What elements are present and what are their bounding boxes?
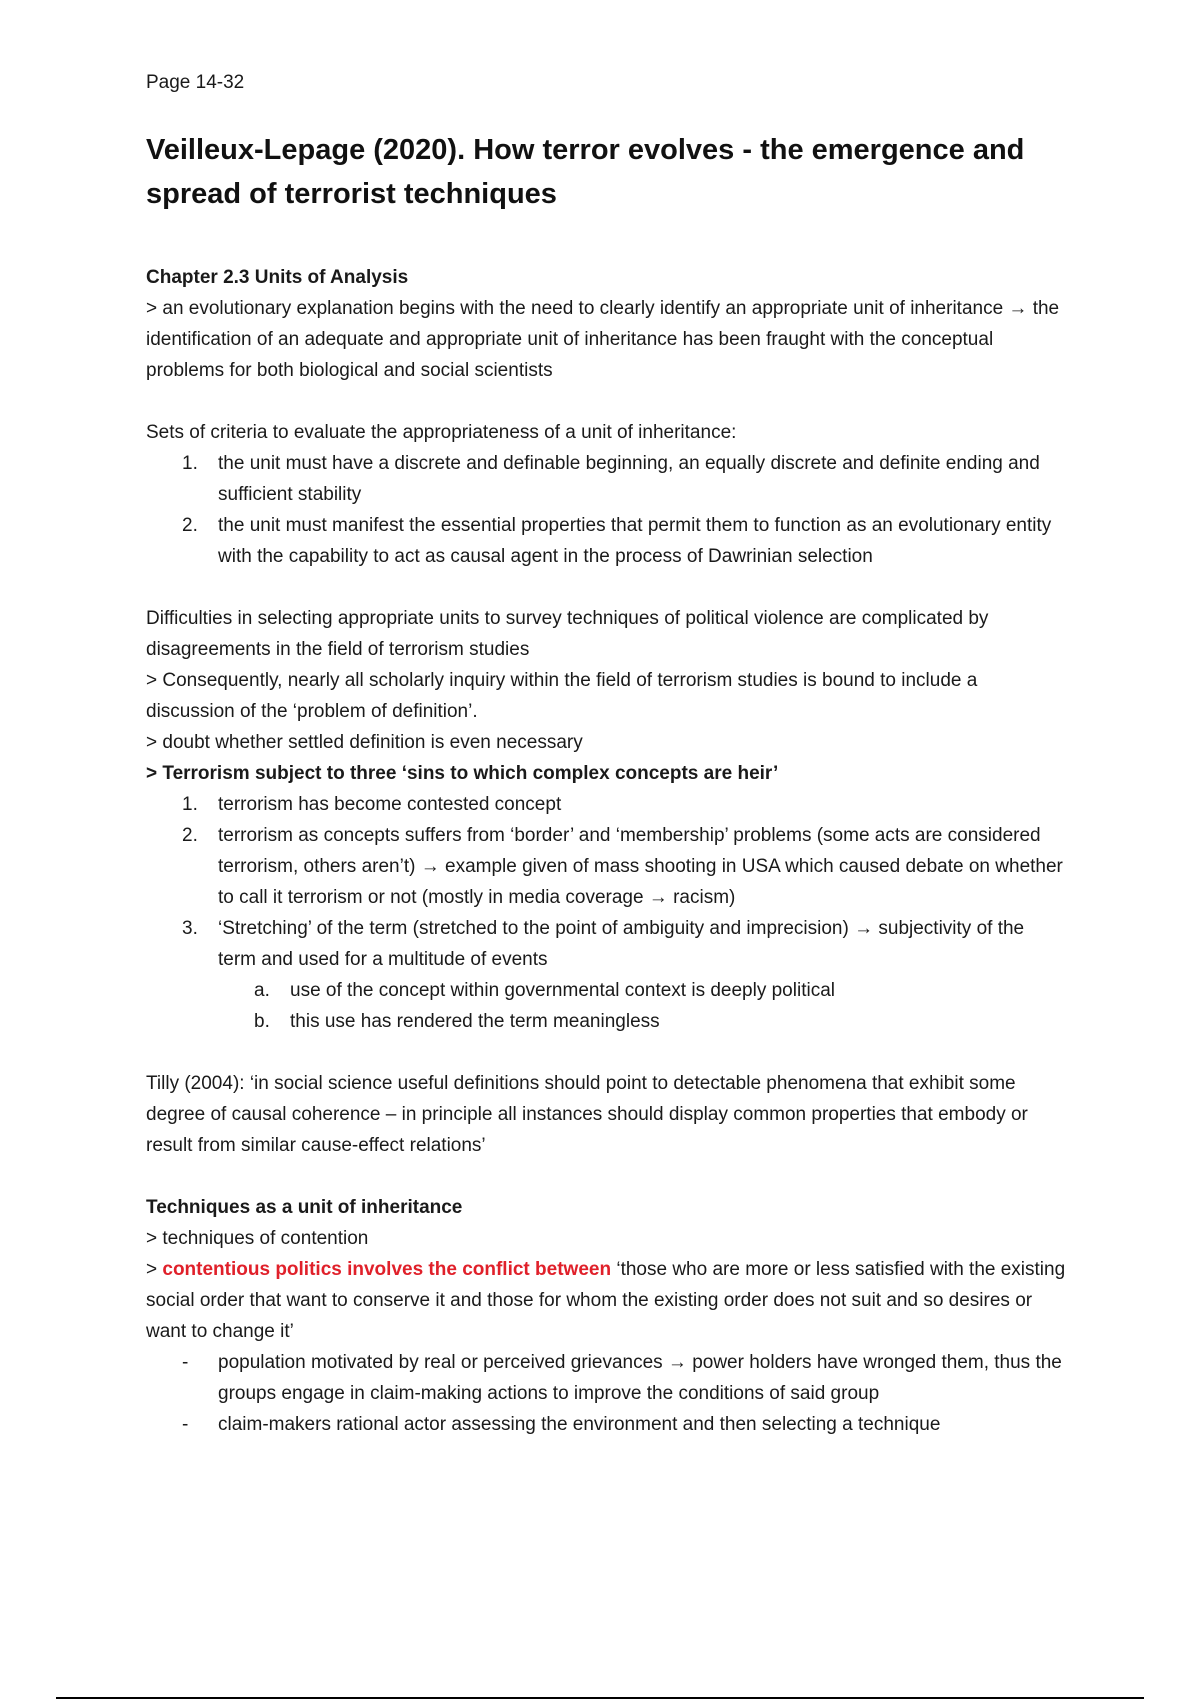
list-item: 2. terrorism as concepts suffers from ‘border’ and ‘membership’ problems (some acts are considered terrorism, others aren’t) → example given of mass shooting in USA which caused debate on whether to call it terrorism or not (mostly in media coverage → racism) bbox=[182, 825, 1063, 908]
list-item: 2. the unit must manifest the essential properties that permit them to function as an evolutionary entity with the capability to act as causal agent in the process of Dawrinian selection bbox=[182, 515, 1052, 567]
paragraph-contentious: > contentious politics involves the conflict between ‘those who are more or less satisfied with the existing social order that want to conserve it and those for whom the existing order does not suit and so desires or want to change it’ bbox=[146, 1259, 1066, 1342]
tilly-quote: Tilly (2004): ‘in social science useful definitions should point to detectable phenomena that exhibit some degree of causal coherence – in principle all instances should display common properties that embody or result from similar cause-effect relations’ bbox=[146, 1073, 1028, 1156]
paragraph: Sets of criteria to evaluate the appropriateness of a unit of inheritance: bbox=[146, 422, 737, 443]
sins-list bbox=[146, 789, 1066, 1037]
list-item: 1. terrorism has become contested concept bbox=[182, 794, 562, 815]
paragraph-bold: > Terrorism subject to three ‘sins to which complex concepts are heir’ bbox=[146, 763, 779, 784]
section-units-of-analysis bbox=[146, 262, 1066, 572]
section-heading: Techniques as a unit of inheritance bbox=[146, 1197, 463, 1218]
criteria-list bbox=[146, 448, 1066, 572]
section-definition-problem bbox=[146, 603, 1066, 1037]
bullet-list bbox=[146, 1347, 1066, 1440]
section-techniques bbox=[146, 1192, 1066, 1440]
highlight-red: contentious politics involves the conflict between bbox=[162, 1259, 612, 1280]
document-title: Veilleux-Lepage (2020). How terror evolves - the emergence and spread of terrorist techniques bbox=[146, 134, 1025, 210]
list-item: - population motivated by real or perceived grievances → power holders have wronged them, thus the groups engage in claim-making actions to improve the conditions of said group bbox=[182, 1352, 1062, 1404]
section-heading: Chapter 2.3 Units of Analysis bbox=[146, 267, 409, 288]
document-page bbox=[146, 70, 1066, 1440]
paragraph: > techniques of contention bbox=[146, 1228, 369, 1249]
list-item: 1. the unit must have a discrete and definable beginning, an equally discrete and definite ending and sufficient stability bbox=[182, 453, 1040, 505]
sub-list-item: a. use of the concept within governmental context is deeply political bbox=[254, 980, 835, 1001]
paragraph: Difficulties in selecting appropriate units to survey techniques of political violence are complicated by disagreements in the field of terrorism studies bbox=[146, 608, 989, 660]
sub-list-item: b. this use has rendered the term meaningless bbox=[254, 1011, 660, 1032]
list-item: 3. ‘Stretching’ of the term (stretched to the point of ambiguity and imprecision) → subjectivity of the term and used for a multitude of events bbox=[182, 918, 1025, 970]
page-number: Page 14-32 bbox=[146, 72, 245, 93]
paragraph: > an evolutionary explanation begins with the need to clearly identify an appropriate unit of inheritance → the identification of an adequate and appropriate unit of inheritance has been fraught with the conceptual problems for both biological and social scientists bbox=[146, 298, 1060, 381]
page-bottom-rule bbox=[56, 1697, 1144, 1699]
list-item: - claim-makers rational actor assessing the environment and then selecting a technique bbox=[182, 1414, 941, 1435]
paragraph: > doubt whether settled definition is even necessary bbox=[146, 732, 583, 753]
paragraph: > Consequently, nearly all scholarly inquiry within the field of terrorism studies is bound to include a discussion of the ‘problem of definition’. bbox=[146, 670, 978, 722]
